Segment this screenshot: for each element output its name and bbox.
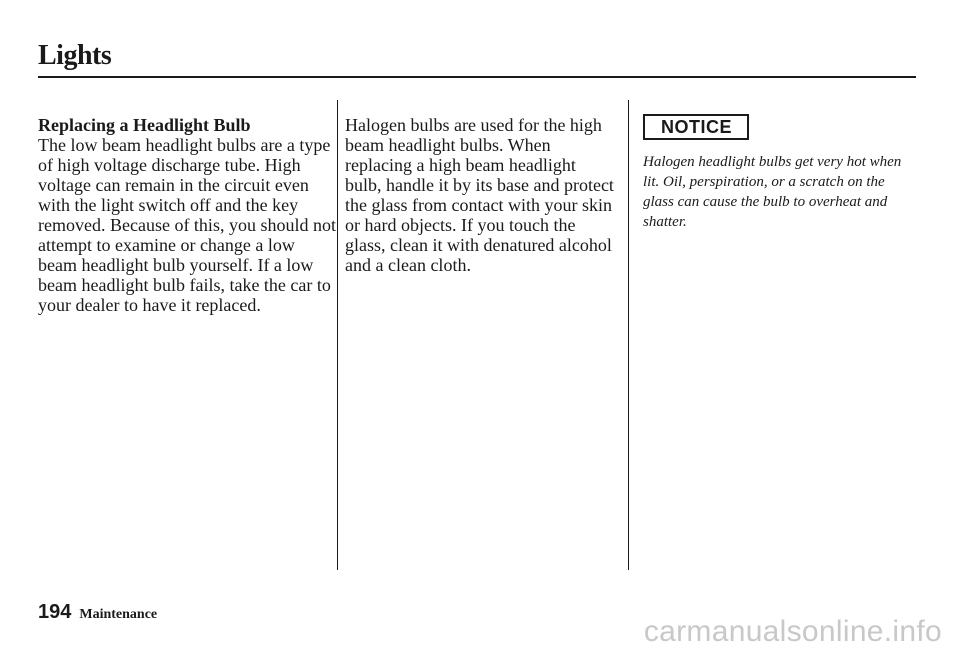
page-title: Lights [38,40,112,71]
page-number: 194 [38,601,72,623]
column-divider-2 [628,100,629,570]
notice-box [643,114,749,140]
notice-text: Halogen headlight bulbs get very hot when lit. Oil, perspiration, or a scratch on the glass can cause the bulb to overheat and shatter. [643,154,902,230]
watermark: carmanualsonline.info [643,615,942,648]
footer [38,601,157,624]
notice-label: NOTICE [661,116,733,137]
column-1-text: The low beam headlight bulbs are a type of high voltage discharge tube. High voltage can remain in the circuit even with the light switch off and the key removed. Because of this, you should not attempt to examine or change a low beam headlight bulb yourself. If a low beam headlight bulb fails, take the car to your dealer to have it replaced. [38,135,336,315]
column-1 [38,115,338,315]
column-2 [345,115,615,275]
column-divider-1 [337,100,338,570]
header-rule [38,76,916,78]
section-heading: Replacing a Headlight Bulb [38,115,251,135]
column-2-text: Halogen bulbs are used for the high beam headlight bulbs. When replacing a high beam headlight bulb, handle it by its base and protect the glass from contact with your skin or hard objects. If you touch the glass, clean it with denatured alcohol and a clean cloth. [345,115,614,275]
footer-section-label: Maintenance [79,607,158,622]
